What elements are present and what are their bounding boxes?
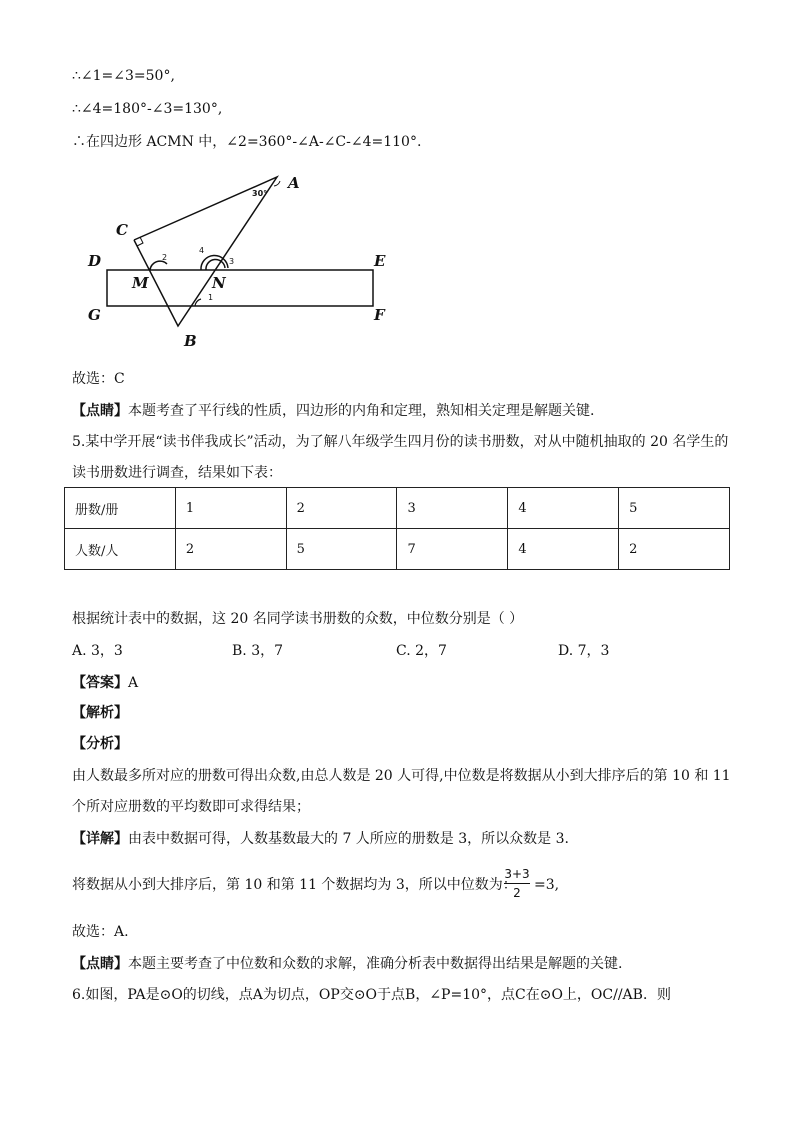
xiangjie-line bbox=[72, 829, 569, 849]
answer-choose-a: 故选：A. bbox=[72, 924, 129, 940]
geometry-figure bbox=[80, 168, 400, 358]
label-n: N bbox=[212, 274, 226, 292]
step-angle-2: ∴在四边形 ACMN 中，∠2=360°-∠A-∠C-∠4=110°. bbox=[72, 134, 422, 150]
stats-table bbox=[64, 487, 730, 570]
geometry-diagram bbox=[80, 168, 400, 358]
angle-label-4: 4 bbox=[199, 246, 205, 255]
q6-line: 6.如图，PA是⊙O的切线，点A为切点，OP交⊙O于点B，∠P=10°，点C在⊙O上，OC//AB．则 bbox=[72, 987, 671, 1003]
q5-line-1: 5.某中学开展“读书伴我成长”活动，为了解八年级学生四月份的读书册数，对从中随机抽取的 20 名学生的 bbox=[72, 434, 729, 450]
answer-value: A bbox=[128, 675, 139, 691]
median-fraction bbox=[504, 866, 530, 901]
fenxi-tag: 【分析】 bbox=[72, 736, 128, 752]
table-cell: 7 bbox=[397, 529, 508, 570]
table-row bbox=[65, 529, 730, 570]
label-30-degree: 30° bbox=[252, 189, 268, 198]
step-angle-4: ∴∠4=180°-∠3=130°, bbox=[72, 101, 223, 117]
q5-line-2: 读书册数进行调查，结果如下表： bbox=[72, 465, 282, 481]
median-result: =3, bbox=[534, 877, 560, 893]
xiangjie-text: 由表中数据可得，人数基数最大的 7 人所应的册数是 3，所以众数是 3. bbox=[128, 831, 569, 847]
label-d: D bbox=[88, 252, 102, 270]
fraction-numerator: 3+3 bbox=[504, 867, 530, 881]
dianjing-2 bbox=[72, 954, 622, 974]
fraction-denominator: 2 bbox=[513, 886, 521, 900]
table-cell: 2 bbox=[286, 488, 397, 529]
dianjing-1-tag: 【点睛】 bbox=[72, 403, 128, 419]
label-f: F bbox=[374, 306, 385, 324]
table-cell: 2 bbox=[619, 529, 730, 570]
dianjing-1 bbox=[72, 401, 594, 421]
table-row bbox=[65, 488, 730, 529]
angle-a-arc bbox=[274, 181, 280, 186]
jiexi-tag: 【解析】 bbox=[72, 705, 128, 721]
label-g: G bbox=[88, 306, 101, 324]
table-cell: 4 bbox=[508, 488, 619, 529]
table-cell: 人数/人 bbox=[65, 529, 176, 570]
angle-label-3: 3 bbox=[229, 257, 235, 266]
angle-label-2: 2 bbox=[162, 253, 168, 262]
q5-question: 根据统计表中的数据，这 20 名同学读书册数的众数，中位数分别是（ ） bbox=[72, 611, 524, 627]
option-a: A. 3，3 bbox=[72, 643, 123, 659]
label-e: E bbox=[374, 252, 386, 270]
fraction-bar bbox=[504, 883, 530, 884]
table-cell: 1 bbox=[175, 488, 286, 529]
table-cell: 2 bbox=[175, 529, 286, 570]
dianjing-2-text: 本题主要考查了中位数和众数的求解，准确分析表中数据得出结果是解题的关键. bbox=[128, 956, 623, 972]
table-cell: 5 bbox=[619, 488, 730, 529]
answer-line bbox=[72, 673, 138, 693]
label-c: C bbox=[116, 221, 128, 239]
label-b: B bbox=[184, 332, 197, 350]
answer-tag: 【答案】 bbox=[72, 675, 128, 691]
xiangjie-tag: 【详解】 bbox=[72, 831, 128, 847]
triangle-abc bbox=[134, 177, 277, 326]
answer-choose-c: 故选：C bbox=[72, 371, 125, 387]
option-c: C. 2，7 bbox=[396, 643, 447, 659]
table-cell: 册数/册 bbox=[65, 488, 176, 529]
label-m: M bbox=[132, 274, 149, 292]
table-cell: 5 bbox=[286, 529, 397, 570]
median-text: 将数据从小到大排序后，第 10 和第 11 个数据均为 3，所以中位数为： bbox=[72, 877, 517, 893]
table-cell: 4 bbox=[508, 529, 619, 570]
table-cell: 3 bbox=[397, 488, 508, 529]
option-d: D. 7，3 bbox=[558, 643, 610, 659]
angle-label-1: 1 bbox=[208, 293, 214, 302]
step-angle-1-3: ∴∠1=∠3=50°, bbox=[72, 68, 175, 84]
fenxi-text-2: 个所对应册数的平均数即可求得结果； bbox=[72, 799, 310, 815]
fenxi-text-1: 由人数最多所对应的册数可得出众数,由总人数是 20 人可得,中位数是将数据从小到大排序后的第 10 和 11 bbox=[72, 768, 731, 784]
dianjing-2-tag: 【点睛】 bbox=[72, 956, 128, 972]
dianjing-1-text: 本题考查了平行线的性质，四边形的内角和定理，熟知相关定理是解题关键. bbox=[128, 403, 595, 419]
option-b: B. 3，7 bbox=[232, 643, 284, 659]
angle-2-arc bbox=[150, 261, 167, 270]
label-a: A bbox=[288, 174, 300, 192]
